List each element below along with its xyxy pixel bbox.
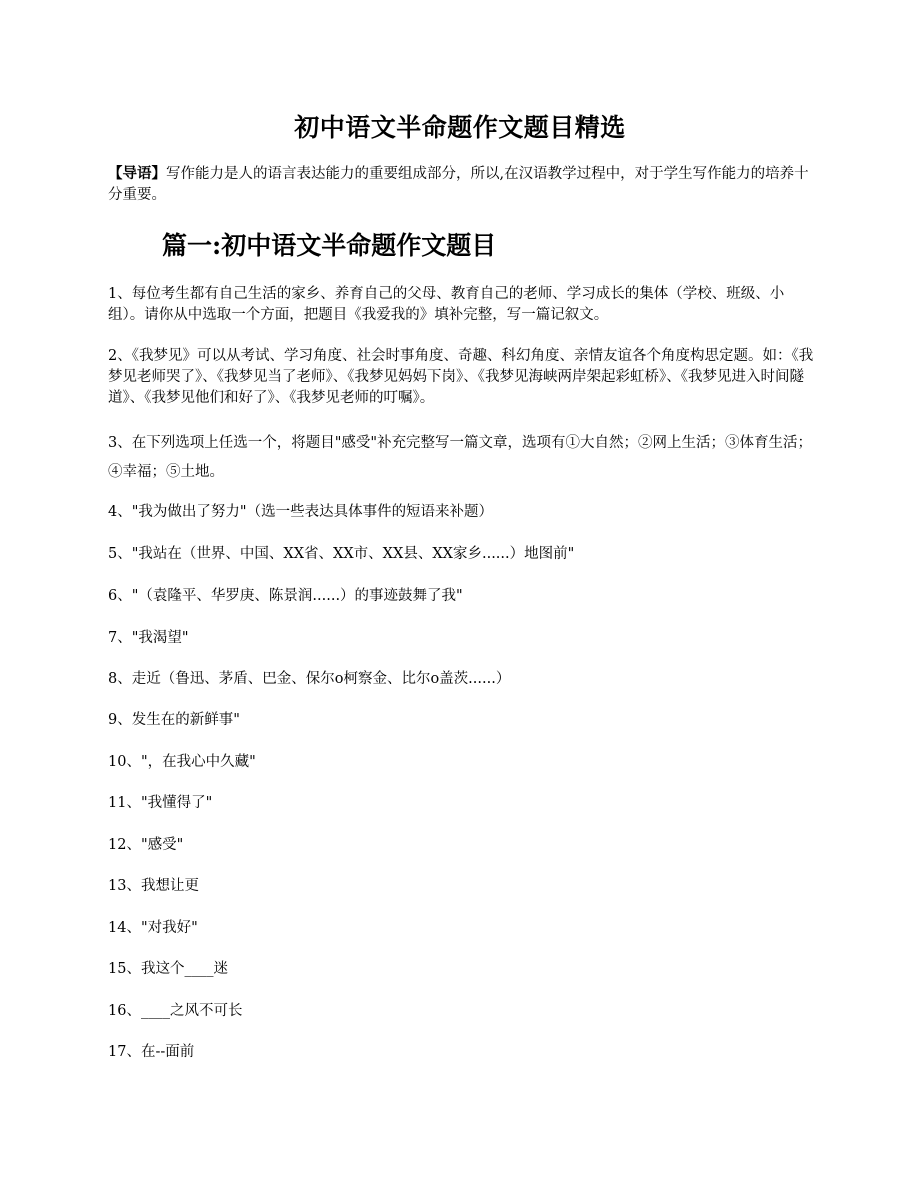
list-item: 9、发生在的新鲜事" (108, 712, 240, 728)
list-item: 12、"感受" (108, 837, 184, 853)
list-item: 13、我想让更 (108, 878, 199, 894)
list-item: 10、"，在我心中久藏" (108, 754, 256, 770)
list-item: 1、每位考生都有自己生活的家乡、养育自己的父母、教育自己的老师、学习成长的集体（学校、班级、小组）。请你从中选取一个方面，把题目《我爱我的》填补完整，写一篇记叙文。 (108, 286, 785, 323)
list-item: 15、我这个____迷 (108, 961, 228, 977)
list-item: 8、走近（鲁迅、茅盾、巴金、保尔o柯察金、比尔o盖茨......） (108, 671, 511, 687)
intro-text: 写作能力是人的语言表达能力的重要组成部分，所以,在汉语教学过程中，对于学生写作能力的培养十分重要。 (108, 166, 809, 203)
list-item: 5、"我站在（世界、中国、XX省、XX市、XX县、XX家乡......）地图前" (108, 546, 575, 562)
list-item: 3、在下列选项上任选一个，将题目"感受"补充完整写一篇文章，选项有①大自然；②网上生活；③体育生活；④幸福；⑤土地。 (108, 435, 813, 480)
page-title: 初中语文半命题作文题目精选 (294, 113, 626, 142)
section-heading: 篇一:初中语文半命题作文题目 (162, 231, 497, 260)
intro-lead: 【导语】 (108, 165, 166, 182)
list-item: 7、"我渴望" (108, 630, 189, 646)
list-item: 16、____之风不可长 (108, 1003, 243, 1019)
list-item: 11、"我懂得了" (108, 795, 213, 811)
list-item: 6、"（袁隆平、华罗庚、陈景润......）的事迹鼓舞了我" (108, 588, 463, 604)
list-item: 17、在--面前 (108, 1044, 195, 1060)
intro-paragraph (108, 163, 814, 206)
list-item: 4、"我为做出了努力"（选一些表达具体事件的短语来补题） (108, 504, 494, 520)
list-item: 2、《我梦见》可以从考试、学习角度、社会时事角度、奇趣、科幻角度、亲情友谊各个角度构思定题。如：《我梦见老师哭了》、《我梦见当了老师》、《我梦见妈妈下岗》、《我梦见海峡两岸架起彩虹桥》、《我梦见进入时间隧道》、《我梦见他们和好了》、《我梦见老师的叮嘱》。 (108, 348, 814, 406)
list-item: 14、"对我好" (108, 920, 198, 936)
